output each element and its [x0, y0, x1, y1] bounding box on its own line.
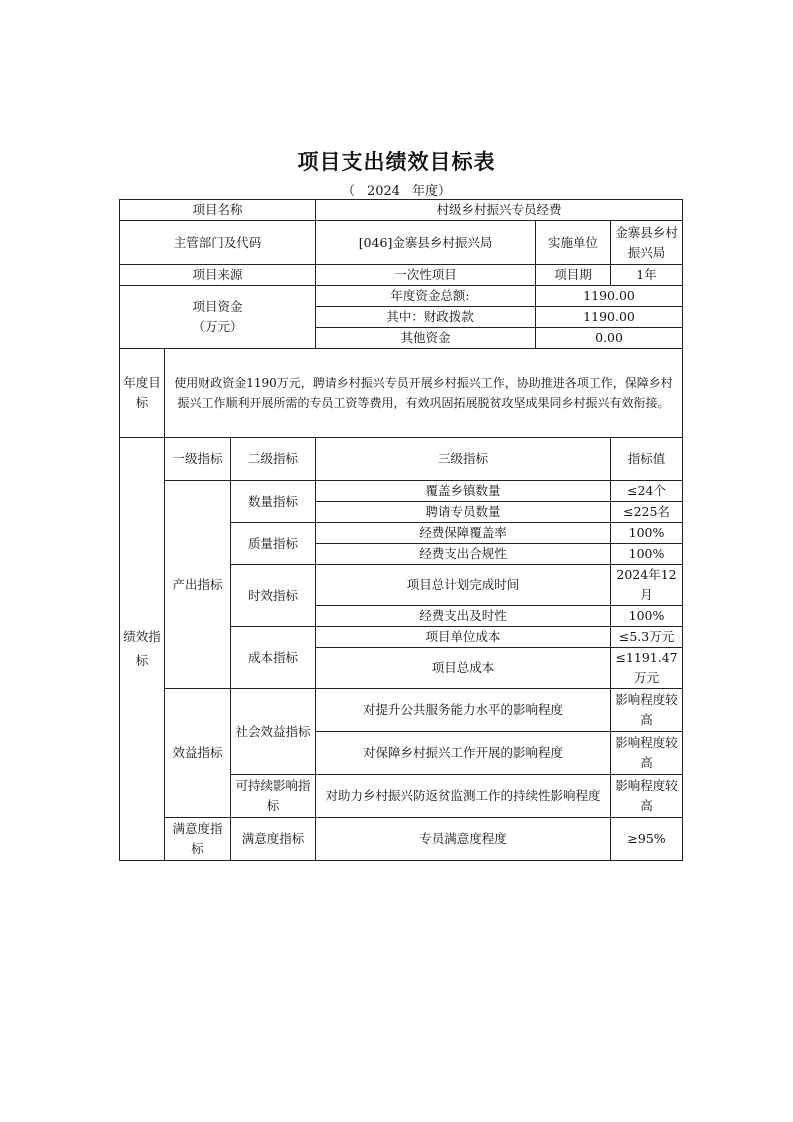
page-title: 项目支出绩效目标表 — [297, 150, 496, 174]
satisfaction-label: 满意度指标 — [165, 818, 231, 861]
cost-label: 成本指标 — [231, 627, 316, 689]
header-level3: 三级指标 — [316, 438, 611, 481]
indicator-value: 100% — [611, 606, 683, 627]
indicator-value: ≤225名 — [611, 502, 683, 523]
indicator-value: ≤24个 — [611, 481, 683, 502]
social-label: 社会效益指标 — [231, 689, 316, 775]
table-row — [120, 349, 683, 438]
performance-table — [119, 199, 683, 861]
sustain-label: 可持续影响指标 — [231, 775, 316, 818]
period-label: 项目期 — [536, 265, 611, 286]
year-value: 2024 — [366, 184, 401, 199]
funds-label-text: 项目资金 — [192, 299, 243, 314]
quantity-label: 数量指标 — [231, 481, 316, 523]
funds-total-label: 年度资金总额: — [316, 286, 536, 307]
indicator-name: 覆盖乡镇数量 — [316, 481, 611, 502]
funds-unit: （万元） — [192, 319, 243, 334]
indicator-value: 影响程度较高 — [611, 689, 683, 732]
indicator-name: 项目总成本 — [316, 648, 611, 689]
quality-label: 质量指标 — [231, 523, 316, 565]
year-open: （ — [341, 184, 355, 199]
dept-label: 主管部门及代码 — [120, 221, 316, 265]
indicator-name: 经费保障覆盖率 — [316, 523, 611, 544]
table-row — [120, 221, 683, 265]
timeliness-label: 时效指标 — [231, 565, 316, 627]
indicator-name: 对助力乡村振兴防返贫监测工作的持续性影响程度 — [316, 775, 611, 818]
indicator-name: 聘请专员数量 — [316, 502, 611, 523]
project-name-label: 项目名称 — [120, 200, 316, 221]
indicator-name: 项目单位成本 — [316, 627, 611, 648]
header-level1: 一级指标 — [165, 438, 231, 481]
indicator-value: 100% — [611, 523, 683, 544]
indicator-name: 专员满意度程度 — [316, 818, 611, 861]
period-value: 1年 — [611, 265, 683, 286]
output-label: 产出指标 — [165, 481, 231, 689]
header-value: 指标值 — [611, 438, 683, 481]
table-row — [120, 689, 683, 732]
table-row — [120, 818, 683, 861]
funds-fiscal: 1190.00 — [536, 307, 683, 328]
year-suffix: 年度） — [412, 184, 452, 199]
table-row — [120, 438, 683, 481]
indicator-name: 经费支出合规性 — [316, 544, 611, 565]
impl-value: 金寨县乡村振兴局 — [611, 221, 683, 265]
year-line — [0, 180, 793, 199]
dept-value: [046]金寨县乡村振兴局 — [316, 221, 536, 265]
source-label: 项目来源 — [120, 265, 316, 286]
funds-fiscal-label: 其中：财政拨款 — [316, 307, 536, 328]
table-row — [120, 265, 683, 286]
indicators-section-label: 绩效指标 — [120, 438, 165, 861]
annual-goal-text: 使用财政资金1190万元，聘请乡村振兴专员开展乡村振兴工作，协助推进各项工作，保障乡村振兴工作顺利开展所需的专员工资等费用，有效巩固拓展脱贫攻坚成果同乡村振兴有效衔接。 — [165, 349, 683, 438]
table-row — [120, 200, 683, 221]
indicator-value: ≤5.3万元 — [611, 627, 683, 648]
indicator-value: 影响程度较高 — [611, 775, 683, 818]
impl-label: 实施单位 — [536, 221, 611, 265]
funds-other-label: 其他资金 — [316, 328, 536, 349]
indicator-name: 对保障乡村振兴工作开展的影响程度 — [316, 732, 611, 775]
satisfaction-sub-label: 满意度指标 — [231, 818, 316, 861]
indicator-value: ≥95% — [611, 818, 683, 861]
header-level2: 二级指标 — [231, 438, 316, 481]
indicator-value: ≤1191.47万元 — [611, 648, 683, 689]
table-row — [120, 286, 683, 307]
indicator-value: 100% — [611, 544, 683, 565]
indicator-name: 对提升公共服务能力水平的影响程度 — [316, 689, 611, 732]
benefit-label: 效益指标 — [165, 689, 231, 818]
indicator-name: 经费支出及时性 — [316, 606, 611, 627]
source-value: 一次性项目 — [316, 265, 536, 286]
indicator-value: 影响程度较高 — [611, 732, 683, 775]
funds-label — [120, 286, 316, 349]
funds-other: 0.00 — [536, 328, 683, 349]
annual-goal-label: 年度目标 — [120, 349, 165, 438]
indicator-name: 项目总计划完成时间 — [316, 565, 611, 606]
table-row — [120, 481, 683, 502]
funds-total: 1190.00 — [536, 286, 683, 307]
project-name: 村级乡村振兴专员经费 — [316, 200, 683, 221]
indicator-value: 2024年12月 — [611, 565, 683, 606]
